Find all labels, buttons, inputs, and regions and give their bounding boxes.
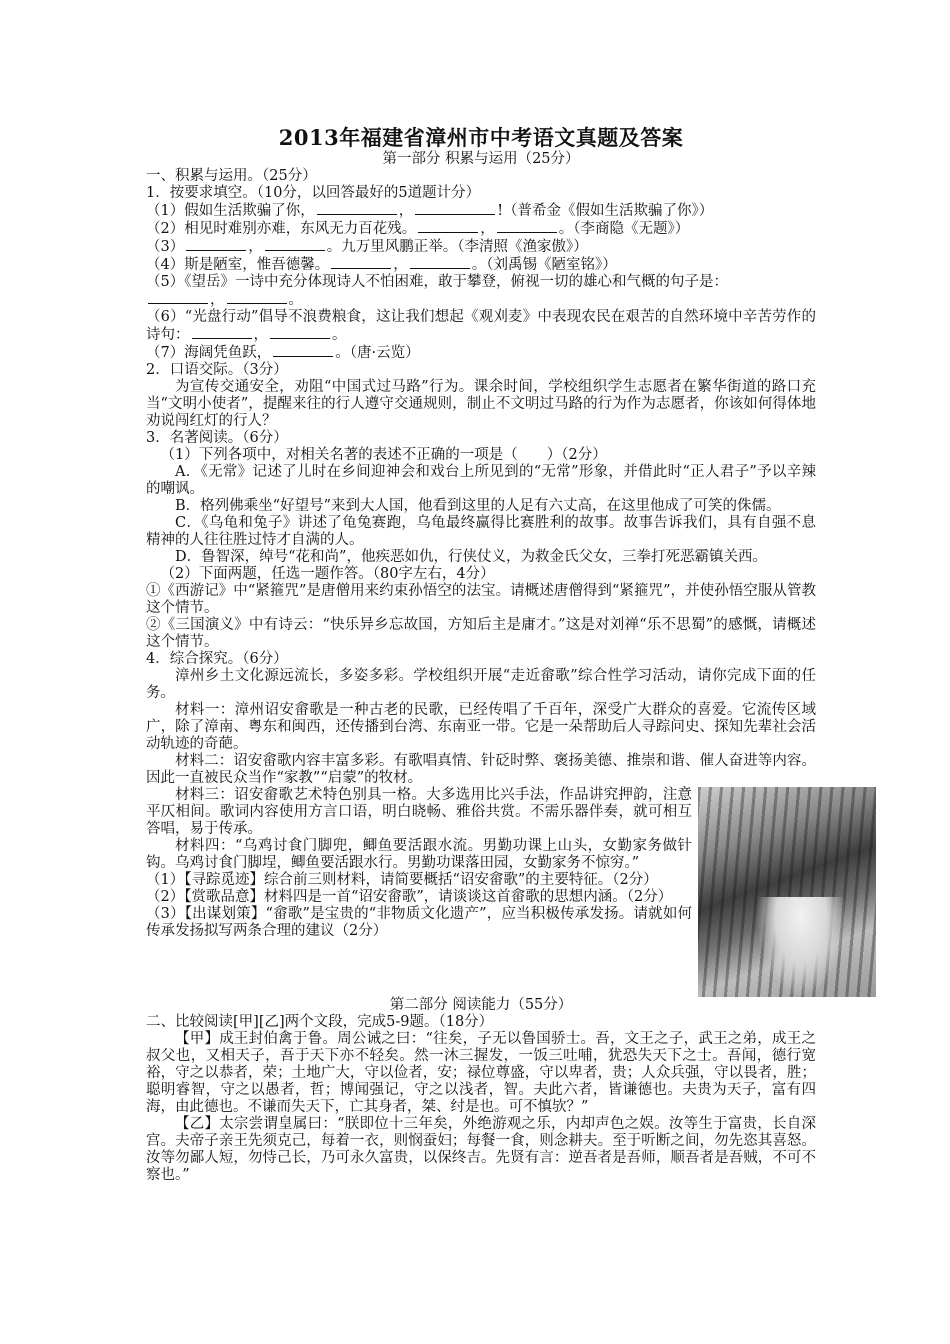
q1-item1-source: !（普希金《假如生活欺骗了你》） (497, 203, 714, 219)
q3-option-c: C．《乌龟和兔子》讲述了龟兔赛跑，乌龟最终赢得比赛胜利的故事。故事告诉我们，具有自强不息精神的人往往胜过恃才自满的人。 (146, 515, 816, 548)
q3-choice-2: ②《三国演义》中有诗云：“快乐异乡忘故国，方知后主是庸才。”这是对刘禅“乐不思蜀”的感慨，请概述这个情节。 (146, 617, 816, 650)
q1-item4-text: （4）斯是陋室，惟吾德馨。 (146, 257, 330, 273)
answer-blank[interactable] (317, 202, 397, 215)
q4-task-3: （3）【出谋划策】“畲歌”是宝贵的“非物质文化遗产”，应当积极传承发扬。请就如何传承发扬拟写两条合理的建议（2分） (146, 906, 692, 939)
q4-task-2: （2）【赏歌品意】材料四是一首“诏安畲歌”，请谈谈这首畲歌的思想内涵。（2分） (146, 889, 673, 905)
q3-intro: 3．名著阅读。（6分） (146, 430, 288, 446)
answer-blank[interactable] (227, 291, 287, 304)
q1-item2-source: 。（李商隐《无题》） (558, 221, 690, 237)
q1-intro: 1．按要求填空。（10分，以回答最好的5道题计分） (146, 185, 481, 201)
answer-blank[interactable] (410, 256, 470, 269)
q3-choice-1: ①《西游记》中“紧箍咒”是唐僧用来约束孙悟空的法宝。请概述唐僧得到“紧箍咒”，并使孙悟空服从管教这个情节。 (146, 583, 816, 616)
exam-page (146, 125, 816, 1184)
q4-material-2: 材料二：诏安畲歌内容丰富多彩。有歌唱真情、针砭时弊、褒扬美德、推崇和谐、催人奋进等内容。因此一直被民众当作“家教”“启蒙”的牧材。 (146, 753, 816, 786)
answer-blank[interactable] (192, 326, 252, 339)
q4-material-1: 材料一：漳州诏安畲歌是一种古老的民歌，已经传唱了千百年，深受广大群众的喜爱。它流传区域广，除了漳南、粤东和闽西，还传播到台湾、东南亚一带。它是一朵帮助后人寻踪问史、探知先辈社会活动轨迹的奇葩。 (146, 702, 816, 752)
q1-item3-text: （3） (146, 239, 185, 255)
q1-item4-source: 。（刘禹锡《陋室铭》） (471, 257, 617, 273)
q1-item4: （4）斯是陋室，惟吾德馨。 ， 。（刘禹锡《陋室铭》） (146, 257, 617, 273)
passage-yi: 【乙】太宗尝谓皇属曰：“朕即位十三年矣，外绝游观之乐，内却声色之娱。汝等生于富贵，长自深宫。夫帝子亲王先须克己，每着一衣，则悯蚕妇；每餐一食，则念耕夫。至于听断之间，勿先恣其喜怒。汝等勿鄙人短，勿恃己长，乃可永久富贵，以保终吉。先贤有言：逆吾者是吾师，顺吾者是吾贼，不可不察也。” (146, 1116, 816, 1183)
q1-item7 (146, 344, 816, 362)
document-title: 2013年福建省漳州市中考语文真题及答案 (278, 125, 684, 150)
q1-item2-text: （2）相见时难别亦难，东风无力百花残。 (146, 221, 417, 237)
q4-lead: 漳州乡土文化源远流长，多姿多彩。学校组织开展“走近畲歌”综合性学习活动，请你完成下面的任务。 (146, 668, 816, 701)
q3-sub1: （1）下列各项中，对相关名著的表述不正确的一项是（ ）（2分） (160, 447, 607, 463)
q4-material-3: 材料三：诏安畲歌艺术特色别具一格。大多选用比兴手法，作品讲究押韵，注意平仄相间。歌词内容使用方言口语，明白晓畅、雅俗共赏。不需乐器伴奏，就可相互答唱，易于传承。 (146, 787, 692, 837)
q1-item2: （2）相见时难别亦难，东风无力百花残。 ， 。（李商隐《无题》） (146, 221, 690, 237)
answer-blank[interactable] (415, 202, 495, 215)
photo-waterfall (756, 897, 846, 997)
q4-intro: 4．综合探究。（6分） (146, 651, 288, 667)
q1-item1-text: （1）假如生活欺骗了你， (146, 203, 315, 219)
q4-material-4: 材料四：“乌鸡讨食门脚兜，鲫鱼要活跟水流。男勤功课上山头，女勤家务做针钩。乌鸡讨食门脚埕，鲫鱼要活跟水行。男勤功课落田园，女勤家务不惊穷。” (146, 838, 692, 871)
q1-item5: （5）《望岳》一诗中充分体现诗人不怕困难，敢于攀登，俯视一切的雄心和气概的句子是： (146, 274, 728, 290)
part1-header: 第一部分 积累与运用（25分） (382, 151, 580, 167)
part2-header: 第二部分 阅读能力（55分） (389, 997, 573, 1013)
q1-item6: （6）“光盘行动”倡导不浪费粮食，这让我们想起《观刈麦》中表现农民在艰苦的自然环境中辛苦劳作的诗句： ， 。 (146, 309, 816, 343)
waterfall-photo (698, 787, 876, 997)
q2-text: 为宣传交通安全，劝阻“中国式过马路”行为。课余时间，学校组织学生志愿者在繁华街道的路口充当“文明小使者”，提醒来往的行人遵守交通规则，制止不文明过马路的行为作为志愿者，你该如何得体地劝说闯红灯的行人？ (146, 379, 816, 429)
q3-option-d: D．鲁智深，绰号“花和尚”，他疾恶如仇，行侠仗义，为救金氏父女，三拳打死恶霸镇关西。 (175, 549, 767, 565)
q2-intro: 2．口语交际。（3分） (146, 362, 288, 378)
answer-blank[interactable] (186, 238, 246, 251)
answer-blank[interactable] (331, 256, 391, 269)
answer-blank[interactable] (497, 220, 557, 233)
answer-blank[interactable] (270, 326, 330, 339)
q1-item1: （1）假如生活欺骗了你， ， !（普希金《假如生活欺骗了你》） (146, 203, 714, 219)
q1-item7-text: （7）海阔凭鱼跃， (146, 345, 272, 361)
answer-blank[interactable] (148, 291, 208, 304)
section1-heading: 一、积累与运用。（25分） (146, 168, 317, 184)
q3-sub2: （2）下面两题，任选一题作答。（80字左右，4分） (160, 566, 495, 582)
passage-jia: 【甲】成王封伯禽于鲁。周公诫之曰：“往矣，子无以鲁国骄士。吾，文王之子，武王之弟，成王之叔父也，又相天子，吾于天下亦不轻矣。然一沐三握发，一饭三吐哺，犹恐失天下之士。吾闻，德行宽裕，守之以恭者，荣；土地广大，守以俭者，安；禄位尊盛，守以卑者，贵；人众兵强，守以畏者，胜；聪明睿智，守之以愚者，哲；博闻强记，守之以浅者，智。夫此六者，皆谦德也。夫贵为天子，富有四海，由此德也。不谦而失天下，亡其身者，桀、纣是也。可不慎欤？” (146, 1031, 816, 1115)
q3-option-a: A．《无常》记述了儿时在乡间迎神会和戏台上所见到的“无常”形象，并借此时“正人君子”予以辛辣的嘲讽。 (146, 464, 816, 497)
answer-blank[interactable] (418, 220, 478, 233)
q1-item7-source: 。（唐·云览） (335, 345, 420, 361)
q4-task-1: （1）【寻踪觅迹】综合前三则材料，请简要概括“诏安畲歌”的主要特征。（2分） (146, 872, 658, 888)
q1-item5-answer: ， 。 (146, 291, 816, 309)
q1-item3-source: 。九万里风鹏正举。（李清照《渔家傲》） (326, 239, 588, 255)
q1-item6-text: （6）“光盘行动”倡导不浪费粮食，这让我们想起《观刈麦》中表现农民在艰苦的自然环境中辛苦劳作的诗句： (146, 309, 816, 343)
answer-blank[interactable] (265, 238, 325, 251)
q1-item3: （3） ， 。九万里风鹏正举。（李清照《渔家傲》） (146, 239, 588, 255)
q3-option-b: B．格列佛乘坐“好望号”来到大人国，他看到这里的人足有六丈高，在这里他成了可笑的侏儒。 (175, 498, 781, 514)
answer-blank[interactable] (273, 344, 333, 357)
section2-heading: 二、比较阅读[甲][乙]两个文段，完成5-9题。（18分） (146, 1014, 494, 1030)
